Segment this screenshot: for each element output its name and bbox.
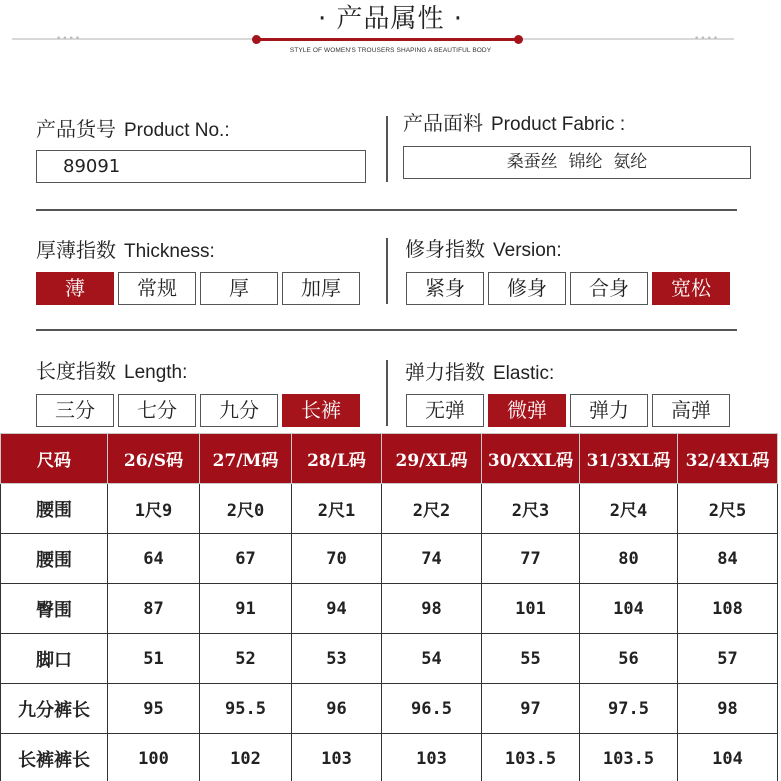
product-no-label-cn: 产品货号 [36,117,116,141]
product-no-label-en: Product No.: [124,120,230,141]
table-cell: 52 [200,634,292,684]
header-cell-29: 29/XL码 [382,434,482,484]
page-subtitle: STYLE OF WOMEN'S TROUSERS SHAPING A BEAUTIFUL BODY [289,47,492,54]
length-label [36,358,187,386]
header-accent-bar [256,38,518,41]
header-dots-right: •••• [694,34,720,44]
header-cell-32: 32/4XL码 [678,434,778,484]
table-cell: 64 [108,534,200,584]
table-cell: 102 [200,734,292,781]
table-row [1,634,778,684]
elastic-options [406,394,730,427]
length-label-cn: 长度指数 [36,359,116,383]
column-divider-3 [386,360,388,426]
length-options [36,394,360,427]
version-label-en: Version: [493,240,562,261]
table-cell: 70 [292,534,382,584]
table-cell: 77 [482,534,580,584]
version-option-slim: 修身 [488,272,566,305]
table-cell: 84 [678,534,778,584]
table-cell: 87 [108,584,200,634]
header-divider-left [12,38,256,40]
header-dots-left: •••• [56,34,82,44]
table-cell: 54 [382,634,482,684]
thickness-label-cn: 厚薄指数 [36,238,116,262]
length-option-three-tenths: 三分 [36,394,114,427]
header-cell-31: 31/3XL码 [580,434,678,484]
table-cell: 101 [482,584,580,634]
fabric-label-en: Product Fabric : [491,114,626,135]
table-cell: 96.5 [382,684,482,734]
product-no-text: 89091 [63,156,121,177]
length-option-full-length: 长裤 [282,394,360,427]
size-table-header-row [1,434,778,484]
elastic-label-en: Elastic: [493,363,555,384]
header-cell-size: 尺码 [1,434,108,484]
table-cell: 96 [292,684,382,734]
table-cell: 98 [678,684,778,734]
table-cell: 80 [580,534,678,584]
table-cell: 2尺4 [580,484,678,534]
table-cell: 103.5 [580,734,678,781]
product-no-value [36,150,366,183]
table-row [1,484,778,534]
header-accent-dot-right [514,35,523,44]
length-label-en: Length: [124,362,188,383]
header-cell-28: 28/L码 [292,434,382,484]
table-cell: 103.5 [482,734,580,781]
row-header-cell: 长裤裤长 [1,734,108,781]
column-divider-2 [386,238,388,304]
table-cell: 2尺1 [292,484,382,534]
row-header-cell: 脚口 [1,634,108,684]
row-header-cell: 臀围 [1,584,108,634]
table-cell: 94 [292,584,382,634]
version-option-loose: 宽松 [652,272,730,305]
elastic-option-high: 高弹 [652,394,730,427]
elastic-label-cn: 弹力指数 [405,360,485,384]
table-row [1,684,778,734]
elastic-option-slight: 微弹 [488,394,566,427]
elastic-label [405,359,554,387]
table-cell: 51 [108,634,200,684]
header-cell-27: 27/M码 [200,434,292,484]
table-cell: 1尺9 [108,484,200,534]
table-cell: 97 [482,684,580,734]
table-cell: 95.5 [200,684,292,734]
row-header-cell: 九分裤长 [1,684,108,734]
thickness-option-regular: 常规 [118,272,196,305]
table-cell: 103 [292,734,382,781]
product-no-label [36,116,230,144]
page-title: · 产品属性 · [317,4,464,34]
table-row [1,584,778,634]
size-table [0,433,778,781]
thickness-label [36,237,215,265]
length-option-nine-tenths: 九分 [200,394,278,427]
version-options [406,272,730,305]
table-cell: 98 [382,584,482,634]
table-cell: 74 [382,534,482,584]
table-cell: 91 [200,584,292,634]
table-cell: 100 [108,734,200,781]
thickness-option-thick: 厚 [200,272,278,305]
thickness-option-extra-thick: 加厚 [282,272,360,305]
table-cell: 95 [108,684,200,734]
table-cell: 108 [678,584,778,634]
table-cell: 53 [292,634,382,684]
fabric-label [403,110,625,138]
table-cell: 104 [678,734,778,781]
fabric-value [403,146,751,179]
thickness-label-en: Thickness: [124,241,215,262]
header-accent-dot-left [252,35,261,44]
table-cell: 57 [678,634,778,684]
table-cell: 2尺2 [382,484,482,534]
length-option-seven-tenths: 七分 [118,394,196,427]
table-cell: 97.5 [580,684,678,734]
table-cell: 104 [580,584,678,634]
section-divider-2 [36,329,737,331]
thickness-option-thin: 薄 [36,272,114,305]
table-cell: 55 [482,634,580,684]
header-cell-30: 30/XXL码 [482,434,580,484]
elastic-option-stretch: 弹力 [570,394,648,427]
table-cell: 2尺3 [482,484,580,534]
header-cell-26: 26/S码 [108,434,200,484]
fabric-label-cn: 产品面料 [403,111,483,135]
fabric-text: 桑蚕丝 锦纶 氨纶 [506,152,648,172]
table-cell: 2尺5 [678,484,778,534]
version-label [405,236,562,264]
row-header-cell: 腰围 [1,484,108,534]
table-row [1,534,778,584]
version-option-fitted: 合身 [570,272,648,305]
section-divider-1 [36,209,737,211]
thickness-options [36,272,360,305]
table-cell: 67 [200,534,292,584]
version-label-cn: 修身指数 [405,237,485,261]
table-cell: 103 [382,734,482,781]
row-header-cell: 腰围 [1,534,108,584]
elastic-option-none: 无弹 [406,394,484,427]
column-divider-1 [386,116,388,182]
table-row [1,734,778,781]
version-option-tight: 紧身 [406,272,484,305]
table-cell: 2尺0 [200,484,292,534]
table-cell: 56 [580,634,678,684]
